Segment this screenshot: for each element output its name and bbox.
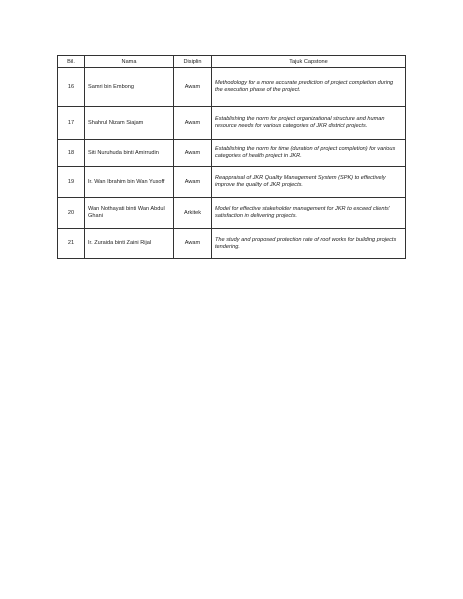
row-number: 21 bbox=[58, 229, 85, 259]
row-name: Shahrul Nizam Siajam bbox=[85, 107, 174, 140]
table-row bbox=[58, 229, 406, 259]
header-bil: Bil. bbox=[58, 56, 85, 68]
row-discipline: Awam bbox=[174, 167, 212, 198]
table-row bbox=[58, 107, 406, 140]
row-number: 20 bbox=[58, 198, 85, 229]
row-number: 16 bbox=[58, 68, 85, 107]
row-name: Ir. Wan Ibrahim bin Wan Yusoff bbox=[85, 167, 174, 198]
row-name: Samri bin Embong bbox=[85, 68, 174, 107]
table-header-row bbox=[58, 56, 406, 68]
row-capstone-title: Model for effective stakeholder management for JKR to exceed clients' satisfaction in delivering projects. bbox=[212, 198, 406, 229]
header-nama: Nama bbox=[85, 56, 174, 68]
header-disiplin: Disiplin bbox=[174, 56, 212, 68]
row-number: 18 bbox=[58, 140, 85, 167]
row-name: Ir. Zuraida binti Zaini Rijal bbox=[85, 229, 174, 259]
row-number: 17 bbox=[58, 107, 85, 140]
row-capstone-title: Establishing the norm for project organizational structure and human resource needs for various categories of JKR district projects. bbox=[212, 107, 406, 140]
row-capstone-title: Methodology for a more accurate prediction of project completion during the execution phase of the project. bbox=[212, 68, 406, 107]
row-name: Wan Nothayati binti Wan Abdul Ghani bbox=[85, 198, 174, 229]
row-discipline: Arkitek bbox=[174, 198, 212, 229]
row-discipline: Awam bbox=[174, 140, 212, 167]
row-discipline: Awam bbox=[174, 68, 212, 107]
table-row bbox=[58, 167, 406, 198]
row-discipline: Awam bbox=[174, 229, 212, 259]
row-capstone-title: Reappraisal of JKR Quality Management System (SPK) to effectively improve the quality of JKR projects. bbox=[212, 167, 406, 198]
capstone-table bbox=[57, 55, 406, 259]
row-capstone-title: The study and proposed protection rate of roof works for building projects tendering. bbox=[212, 229, 406, 259]
row-capstone-title: Establishing the norm for time (duration of project completion) for various categories of health project in JKR. bbox=[212, 140, 406, 167]
table-row bbox=[58, 198, 406, 229]
header-tajuk-capstone: Tajuk Capstone bbox=[212, 56, 406, 68]
row-number: 19 bbox=[58, 167, 85, 198]
row-discipline: Awam bbox=[174, 107, 212, 140]
table-row bbox=[58, 68, 406, 107]
row-name: Siti Nuruhuda binti Amirrudin bbox=[85, 140, 174, 167]
table-row bbox=[58, 140, 406, 167]
